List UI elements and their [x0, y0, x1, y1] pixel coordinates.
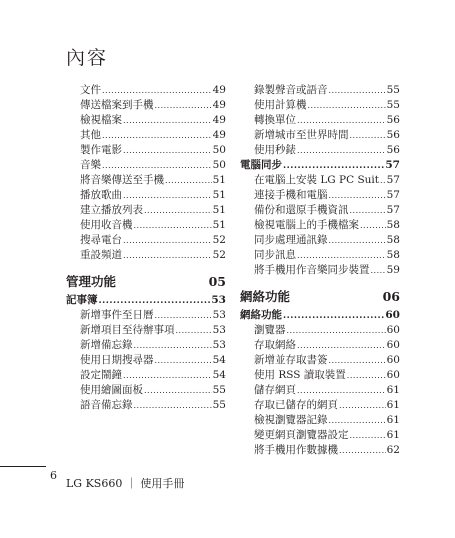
toc-entry-title: 建立播放列表 [80, 204, 143, 216]
toc-entry-title: 檢視瀏覽器記錄 [254, 414, 328, 426]
toc-entry [240, 383, 400, 398]
toc-entry [240, 98, 400, 113]
toc-entry [66, 188, 226, 203]
toc-entry-title: 將音樂傳送至手機 [80, 174, 164, 186]
toc-entry [66, 143, 226, 158]
toc-entry [66, 353, 226, 368]
toc-entry-title: 其他 [80, 129, 101, 141]
toc-entry-title: 存取網絡 [254, 339, 296, 351]
leader-dots [329, 83, 386, 98]
leader-dots [123, 248, 212, 263]
toc-entry-page: 53 [212, 324, 226, 336]
toc-entry [240, 128, 400, 143]
leader-dots [123, 188, 212, 203]
toc-entry-page: 62 [386, 444, 400, 456]
toc-entry [240, 233, 400, 248]
leader-dots [102, 83, 212, 98]
toc-entry-title: 新增項目至待辦事項 [80, 324, 175, 336]
toc-entry-title: 備份和還原手機資訊 [254, 204, 349, 216]
toc-entry-title: 使用繪圖面板 [80, 384, 143, 396]
toc-entry-title: 連接手機和電腦 [254, 189, 328, 201]
leader-dots [144, 383, 212, 398]
leader-dots [176, 323, 212, 338]
leader-dots [283, 159, 384, 174]
leader-dots [123, 113, 212, 128]
toc-entry-page: 61 [386, 429, 400, 441]
toc-entry [240, 188, 400, 203]
section-heading-network [240, 288, 400, 306]
toc-entry-page: 54 [212, 354, 226, 366]
toc-entry-title: 新增事件至日曆 [80, 309, 154, 321]
toc-entry-page: 60 [386, 354, 400, 366]
section-title: 網絡功能 [240, 289, 291, 304]
toc-entry-page: 55 [386, 84, 400, 96]
page-title: 內容 [66, 47, 109, 69]
section-number: 06 [382, 289, 400, 304]
toc-entry [240, 323, 400, 338]
toc-entry [240, 173, 400, 188]
toc-entry [66, 113, 226, 128]
toc-entry-title: 轉換單位 [254, 114, 296, 126]
toc-entry [66, 248, 226, 263]
leader-dots [134, 338, 212, 353]
leader-dots [123, 233, 212, 248]
leader-dots [297, 338, 386, 353]
toc-right-column [240, 83, 400, 458]
toc-entry-page: 49 [212, 114, 226, 126]
toc-right-top-list [240, 83, 400, 278]
leader-dots [134, 398, 212, 413]
leader-dots [329, 233, 386, 248]
toc-entry-title: 搜尋電台 [80, 234, 122, 246]
toc-entry-title: 變更網頁瀏覽器設定 [254, 429, 349, 441]
toc-entry-page: 60 [385, 309, 400, 321]
leader-dots [99, 294, 211, 309]
toc-entry-title: 語音備忘錄 [80, 399, 133, 411]
toc-entry [240, 203, 400, 218]
toc-entry [66, 338, 226, 353]
toc-entry-page: 55 [212, 399, 226, 411]
toc-left-top-list [66, 83, 226, 263]
toc-entry-page: 53 [212, 339, 226, 351]
toc-entry-title: 檢視電腦上的手機檔案 [254, 219, 359, 231]
toc-entry-page: 58 [386, 219, 400, 231]
toc-entry-title: 使用 RSS 讀取裝置 [254, 369, 346, 381]
toc-entry-page: 49 [212, 84, 226, 96]
toc-entry [240, 353, 400, 368]
toc-left-section-list [66, 293, 226, 413]
toc-entry-page: 54 [212, 369, 226, 381]
leader-dots [347, 368, 386, 383]
toc-entry-title: 存取已儲存的網頁 [254, 399, 338, 411]
toc-entry-title: 同步訊息 [254, 249, 296, 261]
footer-rule [0, 466, 46, 467]
leader-dots [339, 398, 386, 413]
leader-dots [297, 248, 386, 263]
toc-entry-page: 53 [212, 309, 226, 321]
toc-entry-page: 58 [386, 234, 400, 246]
leader-dots [371, 263, 386, 278]
toc-entry [240, 113, 400, 128]
toc-entry-page: 57 [386, 189, 400, 201]
toc-entry-page: 52 [212, 249, 226, 261]
toc-entry [66, 158, 226, 173]
toc-entry-page: 61 [386, 399, 400, 411]
toc-entry-page: 55 [386, 99, 400, 111]
toc-entry [66, 83, 226, 98]
page-number: 6 [50, 469, 57, 482]
toc-entry-page: 50 [212, 144, 226, 156]
toc-entry-title: 將手機用作音樂同步裝置 [254, 264, 370, 276]
toc-entry [66, 128, 226, 143]
leader-dots [165, 173, 212, 188]
toc-entry-page: 55 [212, 384, 226, 396]
toc-entry-page: 56 [386, 114, 400, 126]
toc-entry-page: 51 [212, 204, 226, 216]
toc-entry-title: 文件 [80, 84, 101, 96]
toc-entry-title: 傳送檔案到手機 [80, 99, 154, 111]
toc-category-entry [240, 308, 400, 323]
toc-entry-page: 59 [386, 264, 400, 276]
section-number: 05 [208, 274, 226, 289]
leader-dots [297, 113, 386, 128]
toc-entry [240, 443, 400, 458]
toc-entry-title: 檢視檔案 [80, 114, 122, 126]
toc-entry-page: 60 [386, 339, 400, 351]
toc-entry-title: 記事簿 [66, 294, 98, 306]
toc-entry-title: 新增備忘錄 [80, 339, 133, 351]
toc-entry [66, 398, 226, 413]
toc-entry [66, 98, 226, 113]
leader-dots [155, 308, 212, 323]
toc-entry-title: 瀏覽器 [254, 324, 286, 336]
leader-dots [123, 368, 212, 383]
toc-category-entry [66, 293, 226, 308]
toc-entry-page: 57 [386, 174, 400, 186]
toc-entry [66, 173, 226, 188]
toc-entry [240, 218, 400, 233]
toc-left-column [66, 83, 226, 413]
toc-entry [240, 143, 400, 158]
toc-entry [66, 383, 226, 398]
toc-entry [66, 233, 226, 248]
leader-dots [155, 98, 212, 113]
leader-dots [297, 143, 386, 158]
leader-dots [350, 128, 386, 143]
section-title: 管理功能 [66, 274, 117, 289]
leader-dots [308, 98, 386, 113]
toc-entry-page: 61 [386, 384, 400, 396]
section-heading-management [66, 273, 226, 291]
leader-dots [350, 203, 386, 218]
toc-entry [240, 413, 400, 428]
leader-dots [329, 188, 386, 203]
toc-entry-page: 56 [386, 129, 400, 141]
toc-entry-page: 50 [212, 159, 226, 171]
toc-entry-title: 同步處理通訊錄 [254, 234, 328, 246]
toc-entry [240, 428, 400, 443]
toc-entry-title: 使用計算機 [254, 99, 307, 111]
toc-category-entry [240, 158, 400, 173]
toc-entry-title: 音樂 [80, 159, 101, 171]
leader-dots [297, 383, 386, 398]
leader-dots [360, 218, 386, 233]
leader-dots [134, 218, 212, 233]
toc-entry-page: 49 [212, 99, 226, 111]
toc-entry-page: 57 [385, 159, 400, 171]
toc-entry [66, 323, 226, 338]
toc-entry [66, 203, 226, 218]
toc-entry-title: 播放歌曲 [80, 189, 122, 201]
leader-dots [102, 158, 212, 173]
toc-entry-title: 使用秒錶 [254, 144, 296, 156]
toc-entry-page: 57 [386, 204, 400, 216]
toc-entry-page: 51 [212, 189, 226, 201]
toc-entry-title: 網絡功能 [240, 309, 282, 321]
leader-dots [287, 323, 386, 338]
leader-dots [102, 128, 212, 143]
leader-dots [144, 203, 212, 218]
toc-entry-page: 56 [386, 144, 400, 156]
toc-entry-page: 51 [212, 174, 226, 186]
toc-entry-page: 53 [211, 294, 226, 306]
toc-entry-title: 重設頻道 [80, 249, 122, 261]
leader-dots [350, 428, 386, 443]
toc-entry-title: 儲存網頁 [254, 384, 296, 396]
toc-entry-page: 51 [212, 219, 226, 231]
toc-entry-title: 製作電影 [80, 144, 122, 156]
toc-entry-page: 61 [386, 414, 400, 426]
leader-dots [155, 353, 212, 368]
toc-entry-title: 將手機用作數據機 [254, 444, 338, 456]
toc-entry-page: 49 [212, 129, 226, 141]
leader-dots [123, 143, 212, 158]
toc-right-section-list [240, 308, 400, 458]
toc-entry-title: 新增城市至世界時間 [254, 129, 349, 141]
toc-entry-title: 電腦同步 [240, 159, 282, 171]
leader-dots [339, 443, 386, 458]
toc-entry [66, 218, 226, 233]
toc-entry-title: 新增並存取書簽 [254, 354, 328, 366]
toc-entry-page: 60 [386, 369, 400, 381]
toc-entry [240, 338, 400, 353]
toc-entry [66, 308, 226, 323]
toc-entry [240, 83, 400, 98]
leader-dots [329, 353, 386, 368]
toc-entry [240, 398, 400, 413]
toc-entry-page: 60 [386, 324, 400, 336]
leader-dots [380, 173, 386, 188]
toc-entry-page: 58 [386, 249, 400, 261]
toc-entry-title: 使用收音機 [80, 219, 133, 231]
toc-entry [66, 368, 226, 383]
toc-entry-title: 在電腦上安裝 LG PC Suit [254, 174, 380, 186]
toc-entry-title: 設定鬧鐘 [80, 369, 122, 381]
toc-entry [240, 368, 400, 383]
toc-entry-title: 使用日期搜尋器 [80, 354, 154, 366]
toc-entry [240, 248, 400, 263]
leader-dots [283, 309, 384, 324]
footer-text: LG KS660 ｜ 使用手冊 [66, 477, 185, 490]
toc-entry [240, 263, 400, 278]
leader-dots [329, 413, 386, 428]
toc-entry-page: 52 [212, 234, 226, 246]
toc-entry-title: 錄製聲音或語音 [254, 84, 328, 96]
